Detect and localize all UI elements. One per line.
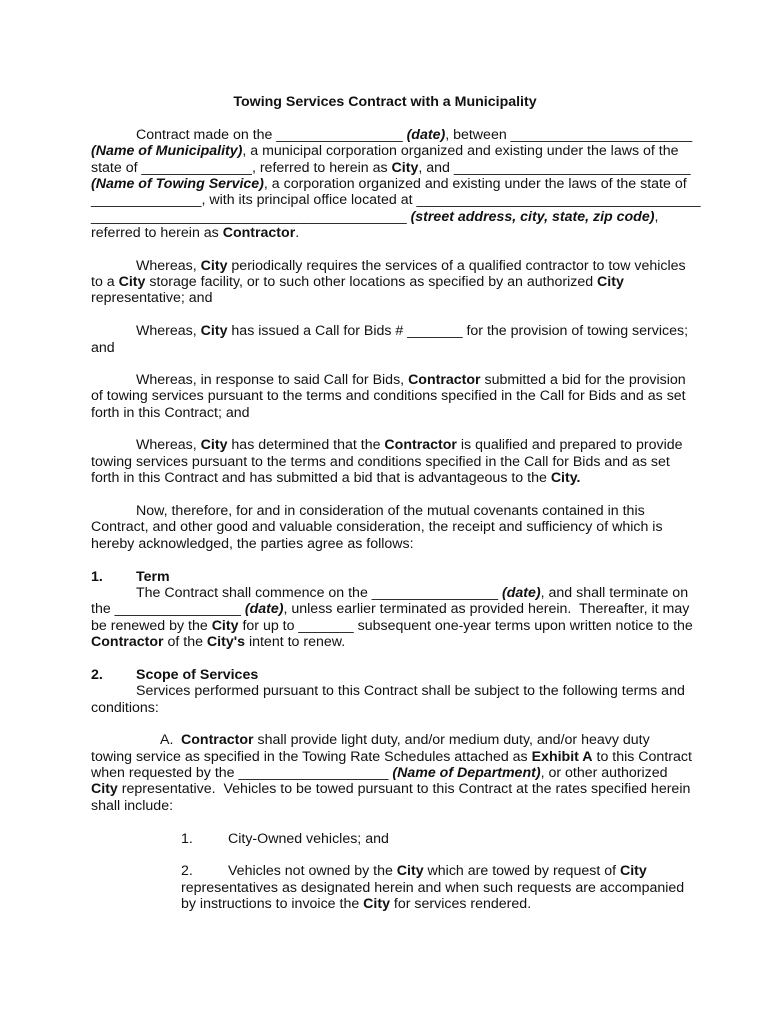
defined-term: City. [550,470,581,486]
text-run: , a municipal corporation organized and existing under the laws of the [242,143,679,159]
section-number: 1. [91,569,103,585]
text-line: of towing services pursuant to the terms and conditions specified in the Call for Bids and as set [91,388,686,404]
defined-term: City [91,781,118,797]
text-run: , and ______________________________ [418,160,691,176]
text-line: Contract, and other good and valuable consideration, the receipt and sufficiency of which is [91,519,663,535]
text-run: Whereas, [136,437,201,453]
text-line [91,274,624,290]
section-number: 2. [91,667,103,683]
placeholder-label: (Name of Department) [392,765,541,781]
text-line: representative; and [91,290,213,306]
text-line: conditions: [91,700,159,716]
text-line: hereby acknowledged, the parties agree as follows: [91,536,414,552]
text-line [91,470,581,486]
list-item-number: 1. [181,831,193,847]
subsection-letter: A. [160,732,174,748]
text-run: , [654,209,659,225]
text-line [136,372,686,388]
defined-term: Contractor [384,437,457,453]
text-line [91,765,668,781]
placeholder-label: (date) [501,585,541,601]
text-run: The Contract shall commence on the ________________ [136,585,502,601]
text-run: Vehicles not owned by the [228,863,397,879]
text-line: Now, therefore, for and in consideration of the mutual covenants contained in this [136,503,645,519]
placeholder-label: (Name of Municipality) [91,143,243,159]
list-item-text: City-Owned vehicles; and [228,831,389,847]
text-line [136,585,688,601]
text-run: forth in this Contract and has submitted a bid that is advantageous to the [91,470,551,486]
text-line [136,437,683,453]
text-run: for services rendered. [389,896,532,912]
defined-term: City [619,863,647,879]
text-line: ______________, with its principal office located at ____________________________________ [91,192,701,208]
text-run: referred to herein as [91,225,223,241]
defined-term: City [200,258,228,274]
text-line [91,634,345,650]
text-line [228,863,647,879]
text-run: the ________________ [91,601,245,617]
text-line [91,225,299,241]
text-line [136,323,688,339]
defined-term: City [391,160,419,176]
defined-term: City [211,618,239,634]
text-run: be renewed by the [91,618,212,634]
text-run: representative. Vehicles to be towed pursuant to this Contract at the rates specified herein [117,781,691,797]
text-line [181,732,650,748]
text-run: state of ______________, referred to herein as [91,160,392,176]
defined-term: City [118,274,146,290]
text-line: representatives as designated herein and when such requests are accompanied [181,880,685,896]
text-run: when requested by the ___________________ [91,765,393,781]
text-run: by instructions to invoice the [181,896,364,912]
list-item-number: 2. [181,863,193,879]
text-run: . [295,225,300,241]
defined-term: Contractor [91,634,164,650]
text-line [91,601,689,617]
text-run: periodically requires the services of a qualified contractor to tow vehicles [227,258,686,274]
text-run: towing service as specified in the Towing Rate Schedules attached as [91,749,532,765]
placeholder-label: (date) [244,601,284,617]
text-line: Services performed pursuant to this Contract shall be subject to the following terms and [136,683,685,699]
text-run: of the [163,634,207,650]
text-line: and [91,340,115,356]
text-run: Whereas, [136,258,201,274]
text-run: intent to renew. [245,634,346,650]
text-line [91,176,687,192]
defined-term: City's [206,634,245,650]
defined-term: Exhibit A [531,749,593,765]
text-line [136,127,692,143]
defined-term: City [200,323,228,339]
text-line: shall include: [91,798,174,814]
document-title: Towing Services Contract with a Municipality [233,94,537,110]
text-run: has determined that the [227,437,385,453]
text-line: towing services pursuant to the terms and conditions specified in the Call for Bids and as set [91,454,670,470]
defined-term: City [597,274,624,290]
text-line [181,896,531,912]
text-run: storage facility, or to such other locations as specified by an authorized [145,274,598,290]
text-run: , or other authorized [540,765,668,781]
text-line [91,160,691,176]
section-heading: Scope of Services [136,667,259,683]
text-run: Contract made on the ________________ [136,127,407,143]
text-run: , a corporation organized and existing under the laws of the state of [263,176,687,192]
text-run: Whereas, [136,323,201,339]
text-run: ________________________________________ [91,209,411,225]
text-line [136,258,686,274]
text-run: submitted a bid for the provision [480,372,686,388]
text-run: , unless earlier terminated as provided herein. Thereafter, it may [283,601,690,617]
defined-term: City [363,896,390,912]
text-run: , and shall terminate on [540,585,689,601]
defined-term: Contractor [181,732,254,748]
text-line [91,209,658,225]
text-run: shall provide light duty, and/or medium duty, and/or heavy duty [253,732,650,748]
text-run: to a [91,274,119,290]
text-run: , between _______________________ [445,127,693,143]
text-line: forth in this Contract; and [91,405,250,421]
text-line [91,781,690,797]
defined-term: City [200,437,228,453]
text-line [91,143,679,159]
text-line [91,618,693,634]
placeholder-label: (street address, city, state, zip code) [410,209,655,225]
placeholder-label: (date) [406,127,446,143]
defined-term: City [396,863,424,879]
text-run: which are towed by request of [423,863,620,879]
text-run: Whereas, in response to said Call for Bids, [136,372,409,388]
defined-term: Contractor [222,225,296,241]
text-run: has issued a Call for Bids # _______ for the provision of towing services; [227,323,689,339]
defined-term: Contractor [408,372,481,388]
text-run: to this Contract [592,749,692,765]
text-run: is qualified and prepared to provide [456,437,683,453]
placeholder-label: (Name of Towing Service) [91,176,264,192]
section-heading: Term [136,569,170,585]
text-run: for up to _______ subsequent one-year terms upon written notice to the [238,618,693,634]
text-line [91,749,692,765]
